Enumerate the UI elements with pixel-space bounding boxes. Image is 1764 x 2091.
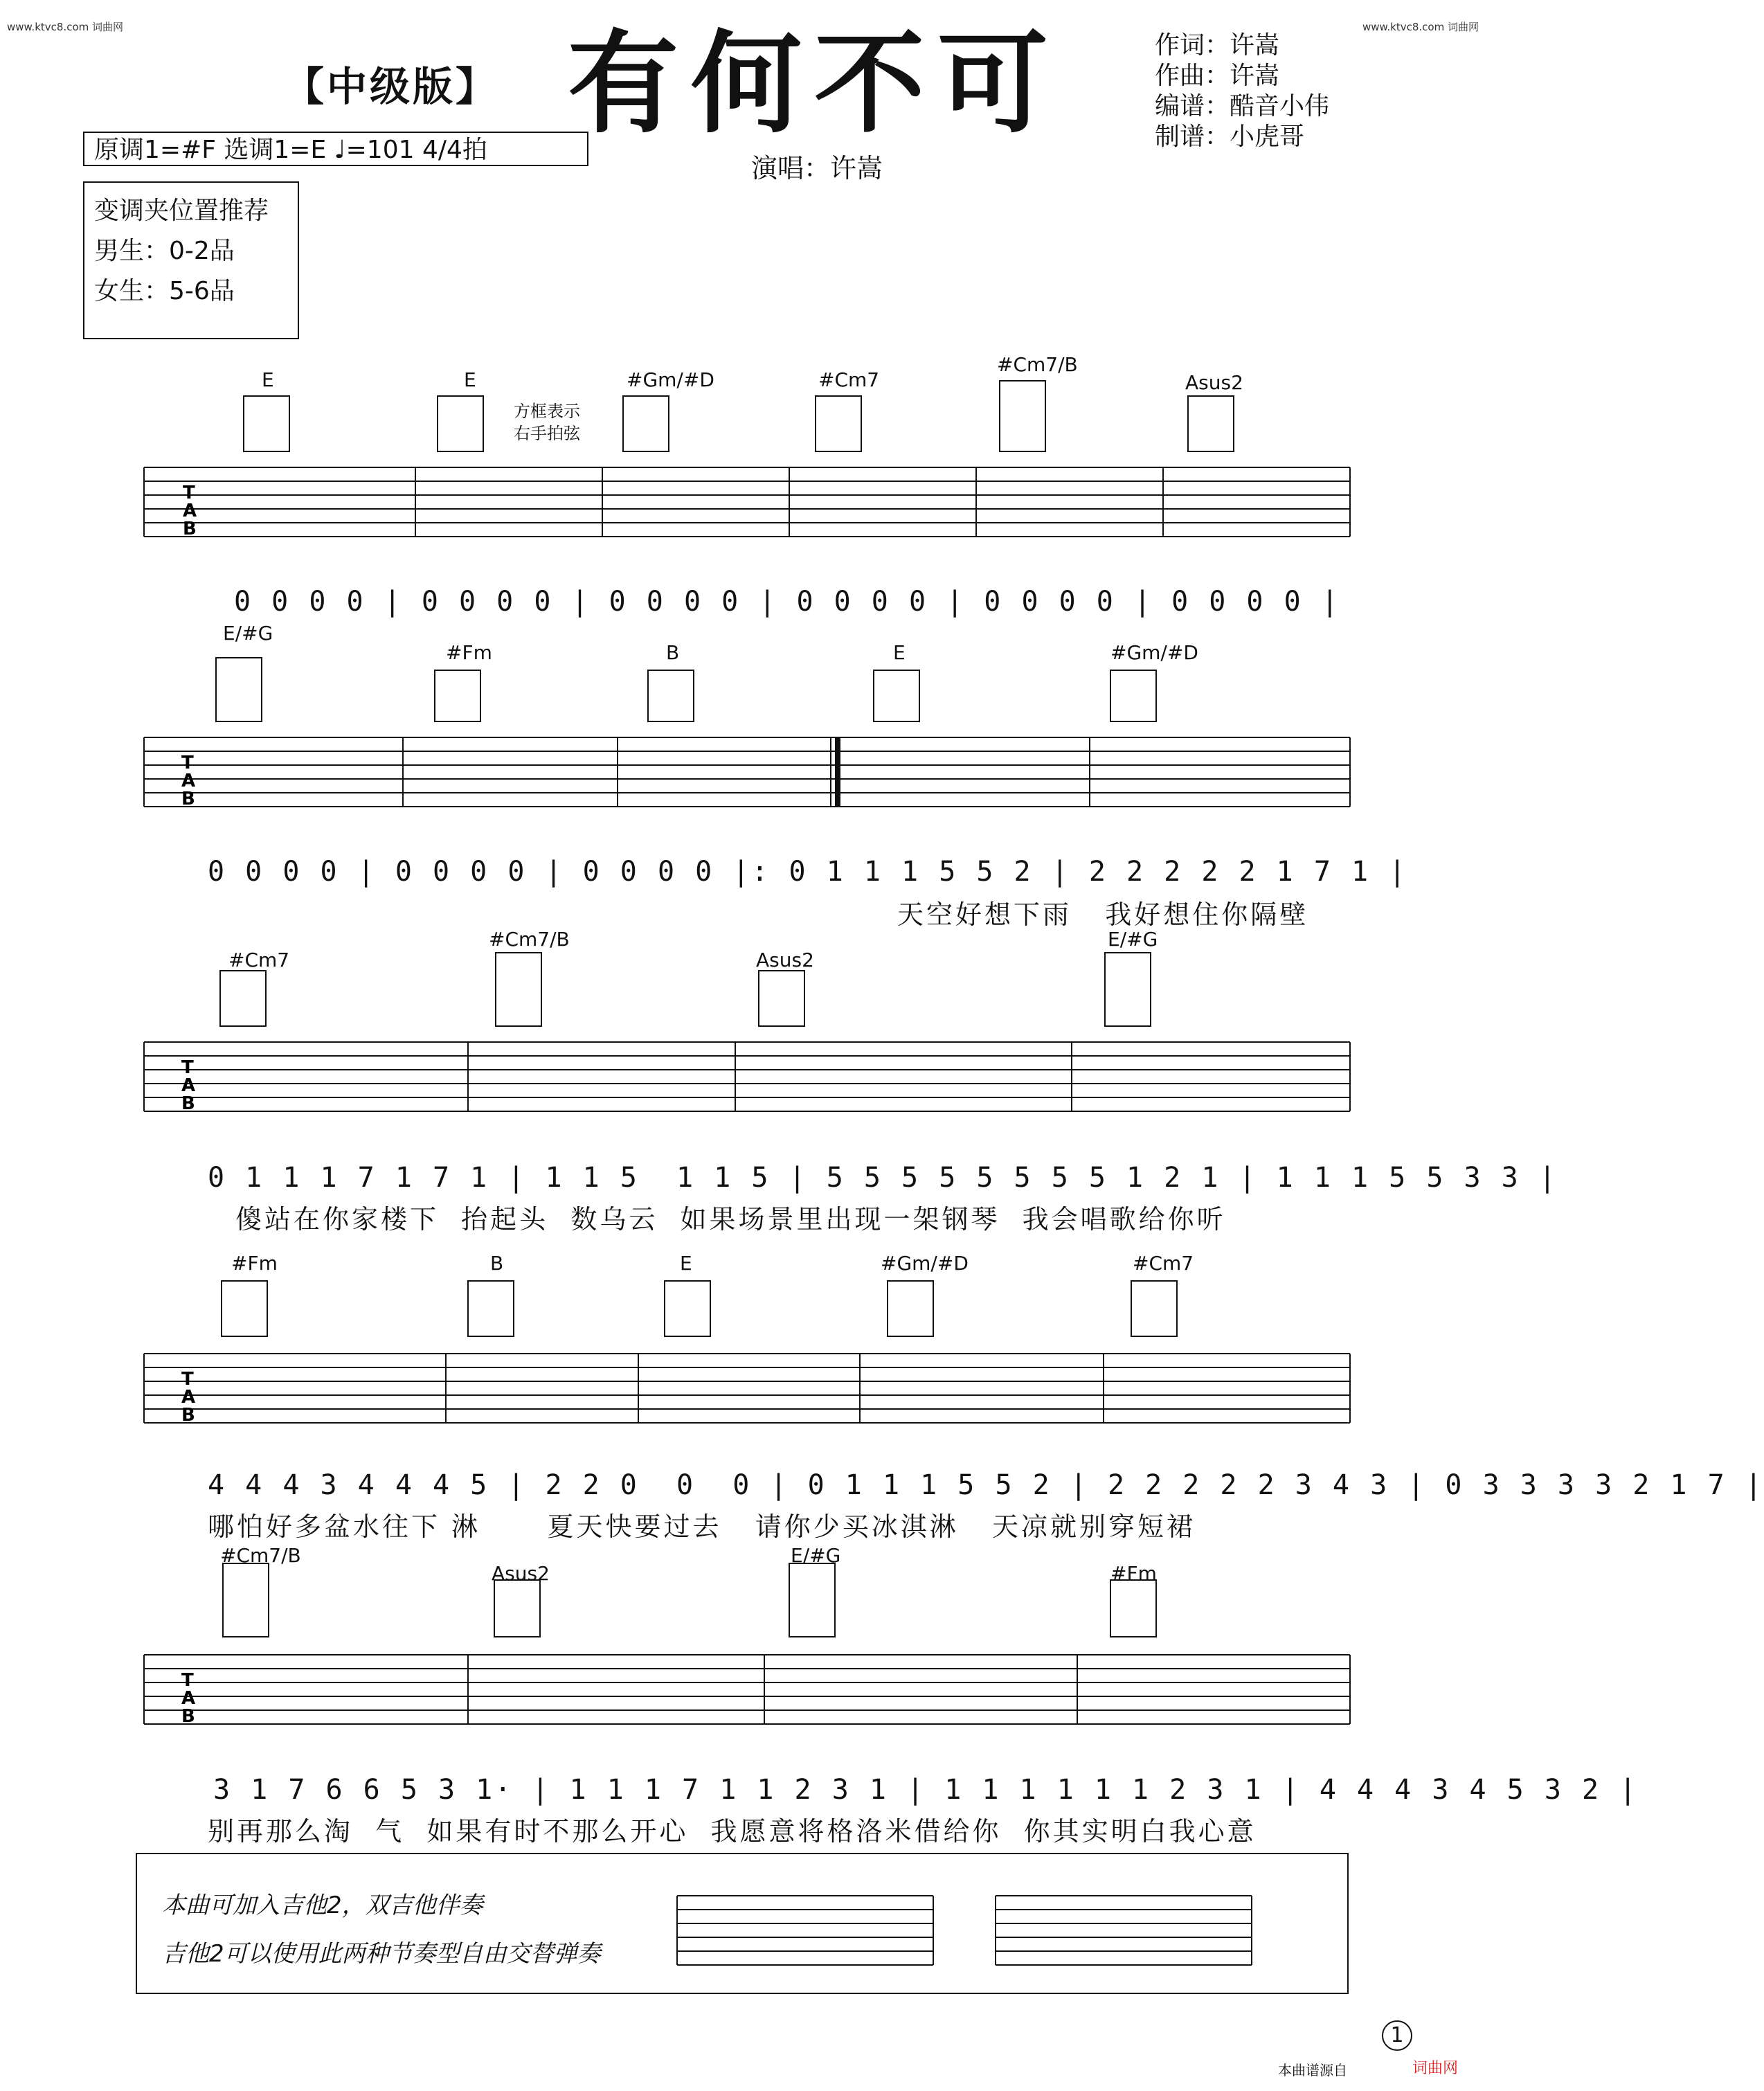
chord-diagram	[623, 396, 669, 451]
chord-diagram	[816, 396, 861, 451]
chord-label: Asus2	[1185, 371, 1243, 394]
svg-text:A: A	[181, 1075, 196, 1096]
tab-staff-row-2	[0, 651, 1488, 817]
svg-text:A: A	[181, 771, 196, 791]
chord-diagram	[438, 396, 483, 451]
chord-diagram	[1105, 953, 1151, 1026]
chord-label: #Fm	[231, 1252, 278, 1275]
chord-diagram	[216, 658, 262, 721]
capo-recommend-box	[83, 181, 299, 339]
chord-diagram	[759, 971, 804, 1026]
note-line-1: 本曲可加入吉他2，双吉他伴奏	[162, 1892, 483, 1919]
jianpu-row-1: 0 0 0 0 | 0 0 0 0 | 0 0 0 0 | 0 0 0 0 | 0 0 0 0 | 0 0 0 0 |	[234, 586, 1340, 618]
watermark-left: www.ktvc8.com 词曲网	[7, 21, 124, 33]
chord-label: #Fm	[1110, 1562, 1157, 1585]
lyrics-row-2: 天空好想下雨 我好想住你隔壁	[897, 899, 1309, 930]
chord-diagram	[1188, 396, 1234, 451]
chord-diagram	[888, 1281, 933, 1336]
guitar2-note-box	[136, 1853, 1349, 1994]
credit-arranger: 编谱：酷音小伟	[1155, 92, 1330, 120]
jianpu-row-3: 0 1 1 1 7 1 7 1 | 1 1 5 1 1 5 | 5 5 5 5 5 5 5 5 1 2 1 | 1 1 1 5 5 3 3 |	[208, 1162, 1558, 1194]
credit-composer: 作曲：许嵩	[1155, 62, 1280, 90]
svg-text:A: A	[181, 1688, 196, 1709]
singer: 演唱：许嵩	[751, 153, 883, 183]
svg-text:A: A	[181, 1387, 196, 1408]
svg-text:B: B	[183, 519, 197, 539]
chord-diagram	[789, 1563, 835, 1637]
svg-text:A: A	[183, 501, 197, 521]
chord-label: E/#G	[223, 622, 273, 645]
footer-brand: 词曲网	[1412, 2060, 1459, 2077]
chord-label: #Fm	[446, 641, 492, 664]
chord-diagram	[665, 1281, 710, 1336]
chord-label: #Cm7	[228, 949, 290, 971]
chord-label: #Cm7	[1133, 1252, 1194, 1275]
capo-male: 男生：0-2品	[94, 237, 235, 265]
chord-diagram	[244, 396, 289, 451]
chord-diagram	[435, 670, 480, 721]
chord-label: E	[680, 1252, 692, 1275]
jianpu-row-2: 0 0 0 0 | 0 0 0 0 | 0 0 0 0 |: 0 1 1 1 5 5 2 | 2 2 2 2 2 1 7 1 |	[208, 856, 1408, 888]
chord-diagram	[1131, 1281, 1177, 1336]
jianpu-row-4: 4 4 4 3 4 4 4 5 | 2 2 0 0 0 | 0 1 1 1 5 5 2 | 2 2 2 2 2 3 4 3 | 0 3 3 3 3 2 1 7 |	[208, 1469, 1764, 1501]
tab-staff-row-3	[0, 955, 1488, 1129]
chord-diagram	[496, 953, 541, 1026]
tab-staff-row-5	[0, 1565, 1488, 1738]
chord-diagram	[220, 971, 266, 1026]
svg-text:B: B	[181, 1706, 195, 1727]
chord-label: #Cm7	[818, 368, 880, 391]
chord-diagram	[494, 1580, 540, 1637]
page-number: 1	[1382, 2020, 1412, 2051]
chord-label: B	[490, 1252, 504, 1275]
chord-diagram	[223, 1563, 269, 1637]
chord-label: #Gm/#D	[627, 368, 714, 391]
key-info: 原调1=#F 选调1=E ♩=101 4/4拍	[83, 132, 588, 166]
svg-text:T: T	[181, 1369, 194, 1390]
lyrics-row-3: 傻站在你家楼下 抬起头 数乌云 如果场景里出现一架钢琴 我会唱歌给你听	[235, 1204, 1226, 1235]
capo-title: 变调夹位置推荐	[94, 197, 269, 225]
song-title: 有何不可	[568, 18, 1061, 148]
credit-transcriber: 制谱：小虎哥	[1155, 123, 1305, 151]
chord-label: Asus2	[756, 949, 814, 971]
chord-label: E	[464, 368, 476, 391]
tab-staff-row-1	[0, 388, 1488, 547]
chord-diagram	[1110, 670, 1156, 721]
chord-label: B	[666, 641, 680, 664]
strum-annotation: 方框表示 右手拍弦	[514, 402, 580, 443]
chord-label: Asus2	[492, 1562, 550, 1585]
chord-label: #Gm/#D	[881, 1252, 969, 1275]
svg-text:B: B	[181, 789, 195, 809]
chord-label: E	[893, 641, 906, 664]
edition-label: 【中级版】	[284, 63, 499, 110]
chord-diagram	[1000, 381, 1045, 451]
tab-staff-row-4	[0, 1267, 1488, 1440]
credit-lyricist: 作词：许嵩	[1155, 31, 1280, 60]
jianpu-row-5: 3 1 7 6 6 5 3 1· | 1 1 1 7 1 1 2 3 1 | 1 1 1 1 1 1 2 3 1 | 4 4 4 3 4 5 3 2 |	[213, 1774, 1639, 1806]
footer-source: 本曲谱源自	[1278, 2062, 1347, 2079]
svg-text:B: B	[181, 1405, 195, 1426]
chord-label: #Gm/#D	[1110, 641, 1198, 664]
chord-label: E/#G	[791, 1544, 841, 1567]
lyrics-row-4: 哪怕好多盆水往下 淋 夏天快要过去 请你少买冰淇淋 天凉就别穿短裙	[208, 1511, 1196, 1542]
chord-label: E	[262, 368, 274, 391]
credits	[1155, 30, 1329, 152]
chord-diagram	[648, 670, 694, 721]
chord-diagram	[874, 670, 919, 721]
watermark-right: www.ktvc8.com 词曲网	[1362, 21, 1479, 33]
lyrics-row-5: 别再那么淘 气 如果有时不那么开心 我愿意将格洛米借给你 你其实明白我心意	[208, 1816, 1257, 1847]
chord-label: #Cm7/B	[997, 353, 1078, 376]
capo-female: 女生：5-6品	[94, 277, 235, 305]
svg-text:T: T	[181, 1057, 194, 1078]
chord-label: #Cm7/B	[489, 928, 570, 951]
chord-diagram	[1110, 1580, 1156, 1637]
note-line-2: 吉他2可以使用此两种节奏型自由交替弹奏	[162, 1940, 601, 1968]
svg-text:T: T	[183, 483, 195, 503]
chord-diagram	[468, 1281, 514, 1336]
svg-text:T: T	[181, 1670, 194, 1691]
svg-text:B: B	[181, 1093, 195, 1114]
chord-diagram	[222, 1281, 267, 1336]
rhythm-patterns	[670, 1882, 1293, 1979]
chord-label: E/#G	[1108, 928, 1158, 951]
svg-text:T: T	[181, 753, 194, 773]
chord-label: #Cm7/B	[220, 1544, 301, 1567]
